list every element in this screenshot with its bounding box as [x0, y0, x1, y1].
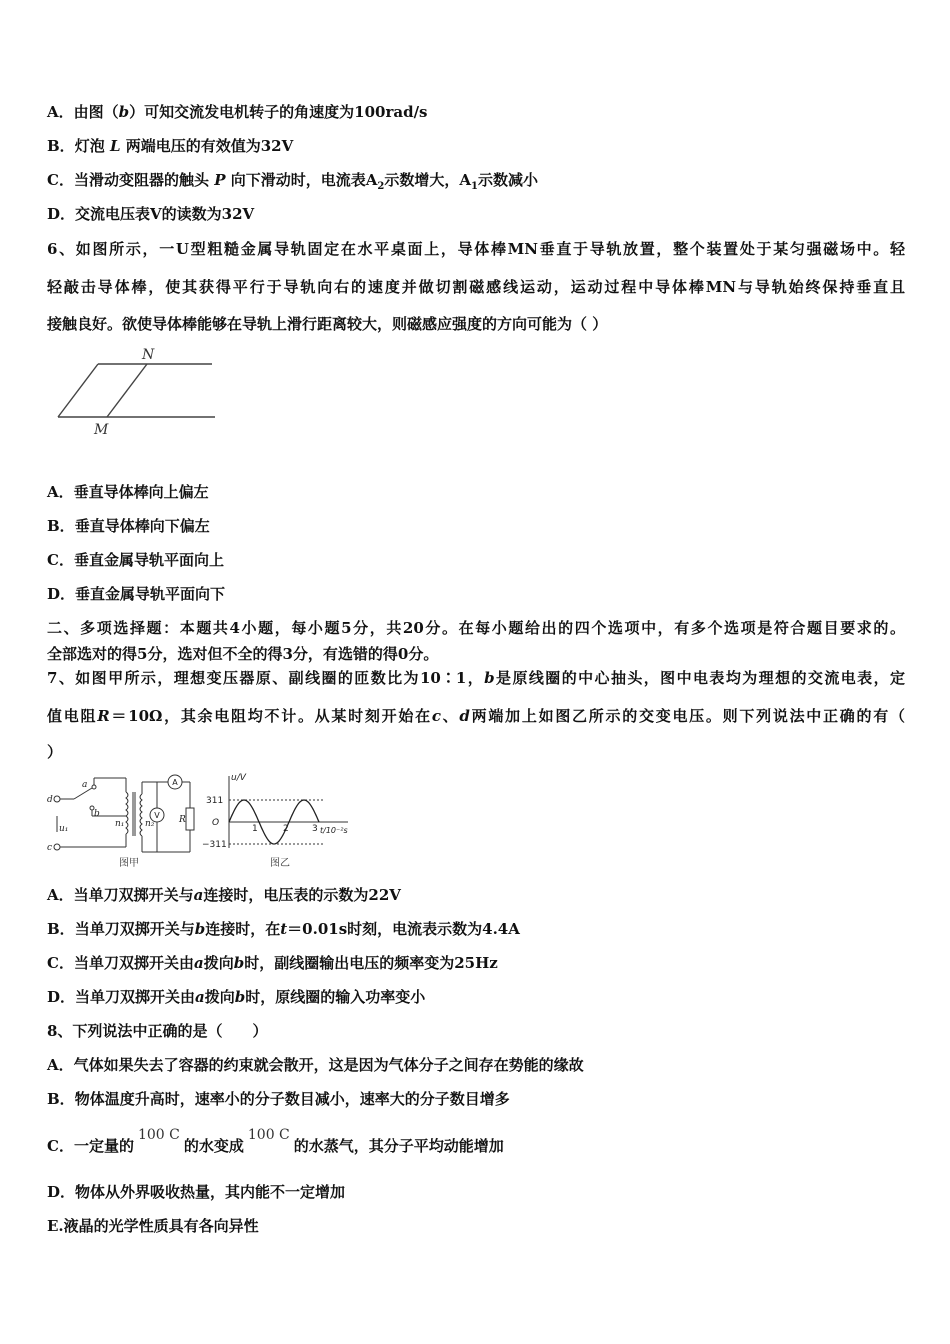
caption-figure-b: 图乙 — [270, 858, 290, 869]
conductor-rod-mn — [107, 364, 147, 417]
q8-stem: 8、下列说法中正确的是（ ） — [47, 1022, 268, 1040]
q5-option-a[interactable]: A．由图（b）可知交流发电机转子的角速度为100rad/s — [47, 103, 428, 121]
q7-waveform-figure — [198, 770, 368, 870]
secondary-coil — [140, 794, 142, 836]
q6-option-b[interactable]: B．垂直导体棒向下偏左 — [47, 517, 210, 535]
label-n2: n₂ — [145, 819, 155, 829]
resistor-r — [186, 808, 194, 830]
q6-option-c[interactable]: C．垂直金属导轨平面向上 — [47, 551, 224, 569]
label-m: M — [94, 422, 109, 438]
label-d: d — [47, 795, 53, 805]
q8-option-e[interactable]: E.液晶的光学性质具有各向异性 — [47, 1217, 259, 1235]
q5-option-d[interactable]: D．交流电压表V的读数为32V — [47, 205, 255, 223]
q6-stem-line-3: 接触良好。欲使导体棒能够在导轨上滑行距离较大，则磁感应强度的方向可能为（ ） — [47, 315, 608, 333]
primary-coil — [126, 792, 128, 834]
terminal-c — [54, 844, 60, 850]
section2-heading-line-2: 全部选对的得5分，选对但不全的得3分，有选错的得0分。 — [47, 645, 439, 663]
temperature-100c-2: 100 C — [247, 1127, 290, 1143]
q6-rail-figure — [50, 343, 220, 438]
section2-heading-line-1: 二、多项选择题：本题共4小题，每小题5分，共20分。在每小题给出的四个选项中，有多个选项是符合题目要求的。 — [47, 619, 905, 637]
caption-figure-a: 图甲 — [119, 858, 139, 869]
q7-stem-line-1: 7、如图甲所示，理想变压器原、副线圈的匝数比为10∶1，b是原线圈的中心抽头，图中电表均为理想的交流电表，定 — [47, 669, 905, 687]
q7-option-a[interactable]: A．当单刀双掷开关与a连接时，电压表的示数为22V — [47, 886, 401, 904]
q6-stem-line-1: 6、如图所示，一U型粗糙金属导轨固定在水平桌面上，导体棒MN垂直于导轨放置，整个装置处于某匀强磁场中。轻 — [47, 240, 905, 258]
q6-stem-line-2: 轻敲击导体棒，使其获得平行于导轨向右的速度并做切割磁感线运动，运动过程中导体棒MN与导轨始终保持垂直且 — [47, 278, 905, 296]
label-n1: n₁ — [115, 819, 125, 829]
q7-circuit-figure — [44, 770, 204, 870]
q8-option-d[interactable]: D．物体从外界吸收热量，其内能不一定增加 — [47, 1183, 346, 1201]
temperature-100c-1: 100 C — [137, 1127, 180, 1143]
q5-option-c[interactable]: C．当滑动变阻器的触头 P 向下滑动时，电流表$A_2$示数增大，$A_1$示数减小 — [47, 171, 538, 192]
q8-option-c[interactable]: C．一定量的100 C的水变成100 C的水蒸气，其分子平均动能增加 — [47, 1127, 504, 1155]
label-c: c — [47, 843, 53, 853]
label-r: R — [179, 815, 186, 825]
label-u1: u₁ — [59, 824, 69, 834]
label-a: a — [82, 780, 88, 790]
switch-contact-a — [92, 785, 96, 789]
q6-option-d[interactable]: D．垂直金属导轨平面向下 — [47, 585, 226, 603]
q5-option-b[interactable]: B．灯泡 L 两端电压的有效值为32V — [47, 137, 294, 155]
y-min-label: −311 — [202, 840, 227, 850]
label-n: N — [142, 347, 155, 363]
q7-option-d[interactable]: D．当单刀双掷开关由a拨向b时，原线圈的输入功率变小 — [47, 988, 426, 1006]
x-tick-3: 3 — [312, 824, 318, 834]
x-axis-label: t/10⁻²s — [320, 826, 348, 835]
terminal-d — [54, 796, 60, 802]
rail-left — [58, 364, 98, 417]
x-tick-2: 2 — [283, 824, 289, 834]
q6-option-a[interactable]: A．垂直导体棒向上偏左 — [47, 483, 209, 501]
x-tick-1: 1 — [252, 824, 258, 834]
y-axis-label: u/V — [231, 773, 246, 783]
label-b: b — [94, 809, 100, 819]
label-voltmeter: V — [154, 811, 160, 820]
q8-option-b[interactable]: B．物体温度升高时，速率小的分子数目减小，速率大的分子数目增多 — [47, 1090, 510, 1108]
q8-option-a[interactable]: A．气体如果失去了容器的约束就会散开，这是因为气体分子之间存在势能的缘故 — [47, 1056, 584, 1074]
q7-stem-line-2: 值电阻R＝10Ω，其余电阻均不计。从某时刻开始在c、d两端加上如图乙所示的交变电压。则下列说法中正确的有（ — [47, 707, 905, 725]
q7-option-b[interactable]: B．当单刀双掷开关与b连接时，在t＝0.01s时刻，电流表示数为4.4A — [47, 920, 520, 938]
y-max-label: 311 — [206, 796, 224, 806]
q7-stem-line-3: ） — [47, 743, 63, 761]
label-ammeter: A — [172, 778, 178, 787]
origin-label: O — [212, 818, 220, 828]
q7-option-c[interactable]: C．当单刀双掷开关由a拨向b时，副线圈输出电压的频率变为25Hz — [47, 954, 498, 972]
